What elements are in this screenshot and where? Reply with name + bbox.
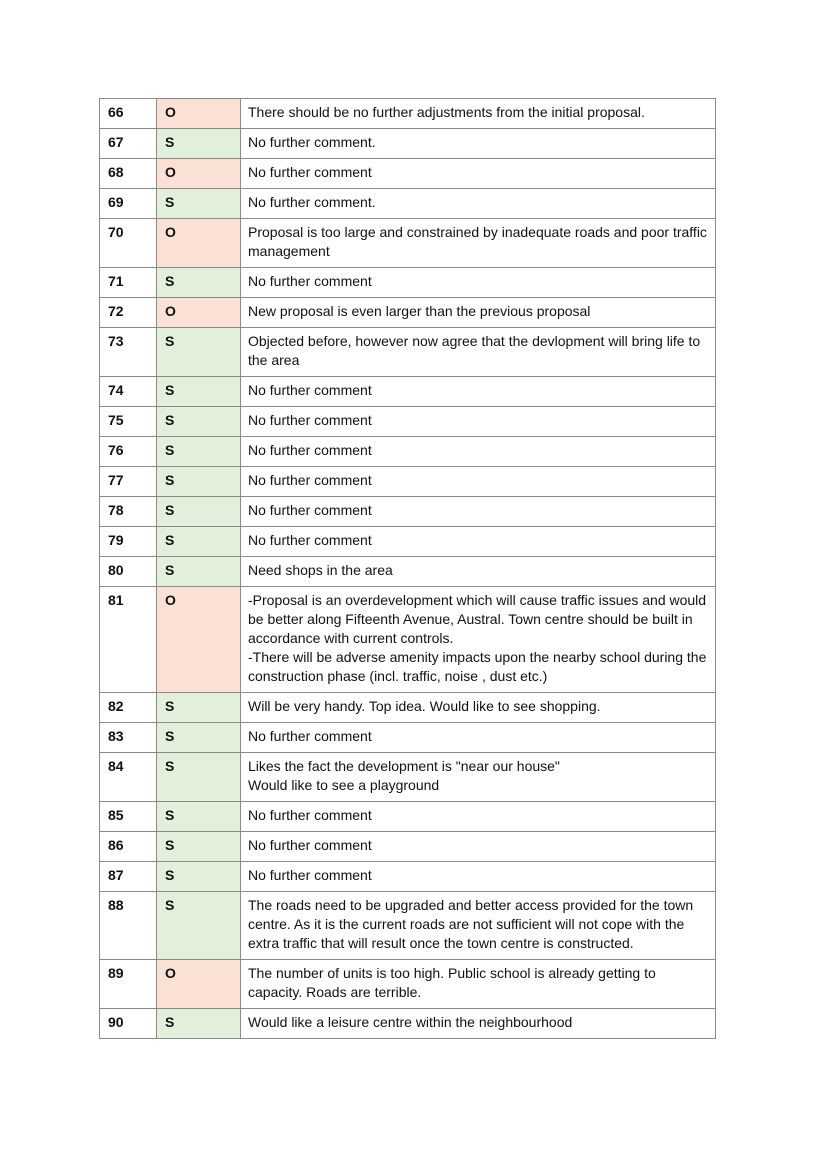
submission-code: S <box>157 407 241 437</box>
submission-comment: Objected before, however now agree that the devlopment will bring life to the area <box>241 328 716 377</box>
submission-comment: No further comment <box>241 723 716 753</box>
submission-number: 90 <box>100 1009 157 1039</box>
submission-number: 69 <box>100 189 157 219</box>
submission-comment: Will be very handy. Top idea. Would like to see shopping. <box>241 693 716 723</box>
submission-comment: No further comment <box>241 467 716 497</box>
submission-code: S <box>157 723 241 753</box>
submission-number: 85 <box>100 802 157 832</box>
submission-number: 89 <box>100 960 157 1009</box>
submission-comment: No further comment <box>241 437 716 467</box>
submission-number: 82 <box>100 693 157 723</box>
submission-comment: No further comment <box>241 527 716 557</box>
table-row <box>100 497 716 527</box>
submission-number: 76 <box>100 437 157 467</box>
submission-code: S <box>157 892 241 960</box>
table-row <box>100 328 716 377</box>
submission-code: S <box>157 832 241 862</box>
submission-number: 88 <box>100 892 157 960</box>
submission-number: 75 <box>100 407 157 437</box>
submission-comment: Likes the fact the development is "near our house" Would like to see a playground <box>241 753 716 802</box>
table-row <box>100 189 716 219</box>
submission-comment: -Proposal is an overdevelopment which will cause traffic issues and would be better along Fifteenth Avenue, Austral. Town centre should be built in accordance with current controls. -There will be adverse amenity impacts upon the nearby school during the construction phase (incl. traffic, noise , dust etc.) <box>241 587 716 693</box>
table-row <box>100 99 716 129</box>
submission-number: 73 <box>100 328 157 377</box>
submission-number: 79 <box>100 527 157 557</box>
submission-number: 83 <box>100 723 157 753</box>
submission-number: 70 <box>100 219 157 268</box>
submission-code: S <box>157 268 241 298</box>
table-row <box>100 298 716 328</box>
submission-code: S <box>157 527 241 557</box>
table-row <box>100 557 716 587</box>
table-row <box>100 467 716 497</box>
submission-code: S <box>157 753 241 802</box>
submission-code: S <box>157 129 241 159</box>
submission-number: 81 <box>100 587 157 693</box>
submission-comment: No further comment <box>241 802 716 832</box>
submission-number: 68 <box>100 159 157 189</box>
submission-code: S <box>157 377 241 407</box>
submission-code: S <box>157 467 241 497</box>
submission-comment: The roads need to be upgraded and better access provided for the town centre. As it is the current roads are not sufficient will not cope with the extra traffic that will result once the town centre is constructed. <box>241 892 716 960</box>
submission-comment: No further comment <box>241 497 716 527</box>
submission-comment: No further comment <box>241 268 716 298</box>
table-row <box>100 832 716 862</box>
submission-code: S <box>157 437 241 467</box>
submission-code: O <box>157 219 241 268</box>
table-row <box>100 802 716 832</box>
table-row <box>100 753 716 802</box>
submission-comment: There should be no further adjustments from the initial proposal. <box>241 99 716 129</box>
submission-code: S <box>157 802 241 832</box>
table-row <box>100 407 716 437</box>
submission-comment: Proposal is too large and constrained by inadequate roads and poor traffic management <box>241 219 716 268</box>
submission-code: O <box>157 159 241 189</box>
submission-comment: The number of units is too high. Public school is already getting to capacity. Roads are terrible. <box>241 960 716 1009</box>
table-row <box>100 219 716 268</box>
submission-number: 71 <box>100 268 157 298</box>
table-row <box>100 268 716 298</box>
submissions-table-body <box>100 99 716 1039</box>
submission-comment: No further comment. <box>241 129 716 159</box>
submission-number: 78 <box>100 497 157 527</box>
table-row <box>100 862 716 892</box>
submission-code: S <box>157 557 241 587</box>
table-row <box>100 960 716 1009</box>
submissions-table <box>99 98 716 1039</box>
submission-comment: No further comment <box>241 407 716 437</box>
submission-comment: No further comment <box>241 377 716 407</box>
submission-code: S <box>157 328 241 377</box>
table-row <box>100 377 716 407</box>
submission-code: S <box>157 1009 241 1039</box>
submission-comment: No further comment <box>241 862 716 892</box>
submission-number: 87 <box>100 862 157 892</box>
submission-number: 72 <box>100 298 157 328</box>
table-row <box>100 723 716 753</box>
submission-number: 77 <box>100 467 157 497</box>
table-row <box>100 587 716 693</box>
submission-code: O <box>157 960 241 1009</box>
table-row <box>100 693 716 723</box>
table-row <box>100 129 716 159</box>
table-row <box>100 892 716 960</box>
table-row <box>100 527 716 557</box>
submission-comment: New proposal is even larger than the previous proposal <box>241 298 716 328</box>
submission-number: 74 <box>100 377 157 407</box>
submission-code: S <box>157 862 241 892</box>
submission-comment: Need shops in the area <box>241 557 716 587</box>
submission-comment: No further comment. <box>241 189 716 219</box>
submission-comment: No further comment <box>241 159 716 189</box>
submission-code: S <box>157 693 241 723</box>
submission-comment: Would like a leisure centre within the neighbourhood <box>241 1009 716 1039</box>
submission-number: 80 <box>100 557 157 587</box>
submission-number: 67 <box>100 129 157 159</box>
table-row <box>100 159 716 189</box>
submission-number: 84 <box>100 753 157 802</box>
table-row <box>100 1009 716 1039</box>
submission-code: S <box>157 189 241 219</box>
submission-number: 86 <box>100 832 157 862</box>
submission-code: O <box>157 298 241 328</box>
submission-comment: No further comment <box>241 832 716 862</box>
submission-code: O <box>157 587 241 693</box>
submission-code: O <box>157 99 241 129</box>
table-row <box>100 437 716 467</box>
submission-number: 66 <box>100 99 157 129</box>
submission-code: S <box>157 497 241 527</box>
